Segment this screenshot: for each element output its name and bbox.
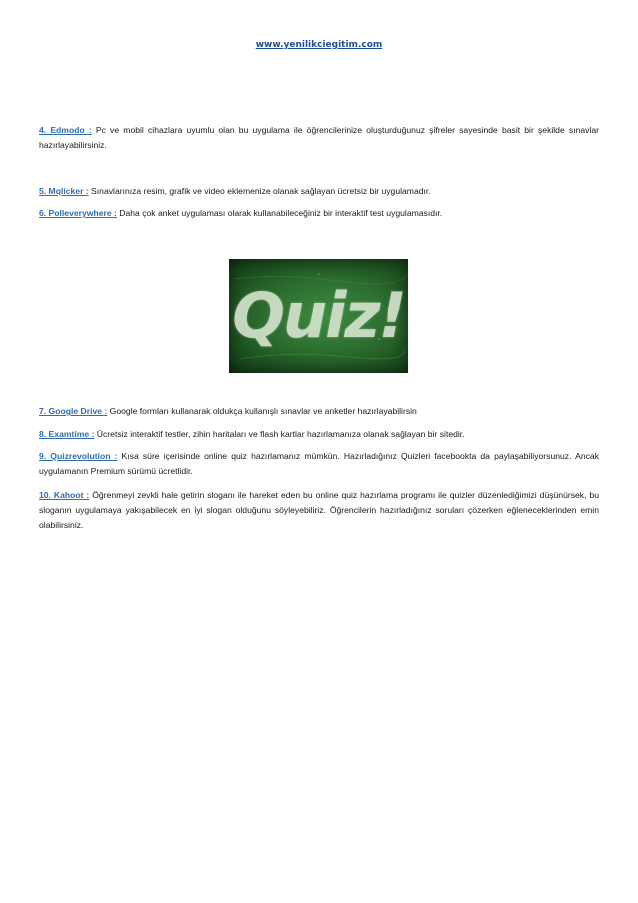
list-item-polleverywhere [39, 206, 599, 221]
item-label-examtime[interactable]: 8. Examtime : [39, 429, 95, 439]
quiz-chalkboard-image [229, 259, 408, 373]
item-text-kahoot: Öğrenmeyi zevkli hale getirin sloganı ile hareket eden bu online quiz hazırlama programı ile quizler düzenlediğimizi düşünürsek, bu sloganın uygulamaya yakışabilecek en iyi slogan olduğunu söyleyebiliriz. Öğrencilerin hazırladığınız soruları çözerken eğleneceklerinden emin olabilirsiniz. [39, 490, 599, 530]
list-item-examtime [39, 427, 599, 442]
list-item-edmodo [39, 123, 599, 153]
item-label-polleverywhere[interactable]: 6. Polleverywhere : [39, 208, 117, 218]
item-label-quizrevolution[interactable]: 9. Quizrevolution : [39, 451, 118, 461]
list-item-google-drive [39, 404, 599, 419]
quiz-chalk-lettering: Quiz! [232, 279, 405, 352]
item-text-examtime: Ücretsiz interaktif testler, zihin haritaları ve flash kartlar hazırlamanıza olanak sağlayan bir sitedir. [94, 429, 465, 439]
item-label-google-drive[interactable]: 7. Google Drive : [39, 406, 108, 416]
item-text-quizrevolution: Kısa süre içerisinde online quiz hazırlamanız mümkün. Hazırladığınız Quizleri facebookta da paylaşabiliyorsunuz. Ancak uygulamanın Premium sürümü ücretlidir. [39, 451, 599, 476]
item-text-mqlicker: Sınavlarınıza resim, grafik ve video eklemenize olanak sağlayan ücretsiz bir uygulamadır. [88, 186, 431, 196]
item-label-mqlicker[interactable]: 5. Mqlicker : [39, 186, 89, 196]
item-label-kahoot[interactable]: 10. Kahoot : [39, 490, 90, 500]
item-text-google-drive: Google formları kullanarak oldukça kullanışlı sınavlar ve anketler hazırlayabilirsin [107, 406, 417, 416]
item-label-edmodo[interactable]: 4. Edmodo : [39, 125, 92, 135]
list-item-quizrevolution [39, 449, 599, 479]
list-item-kahoot [39, 488, 599, 533]
item-text-edmodo: Pc ve mobil cihazlara uyumlu olan bu uygulama ile öğrencilerinize oluşturduğunuz şifreler sayesinde basit bir şekilde sınavlar hazırlayabilirsiniz. [39, 125, 599, 150]
site-url-link[interactable]: www.yenilikciegitim.com [255, 40, 383, 50]
list-item-mqlicker [39, 184, 599, 199]
item-text-polleverywhere: Daha çok anket uygulaması olarak kullanabileceğiniz bir interaktif test uygulamasıdır. [116, 208, 443, 218]
